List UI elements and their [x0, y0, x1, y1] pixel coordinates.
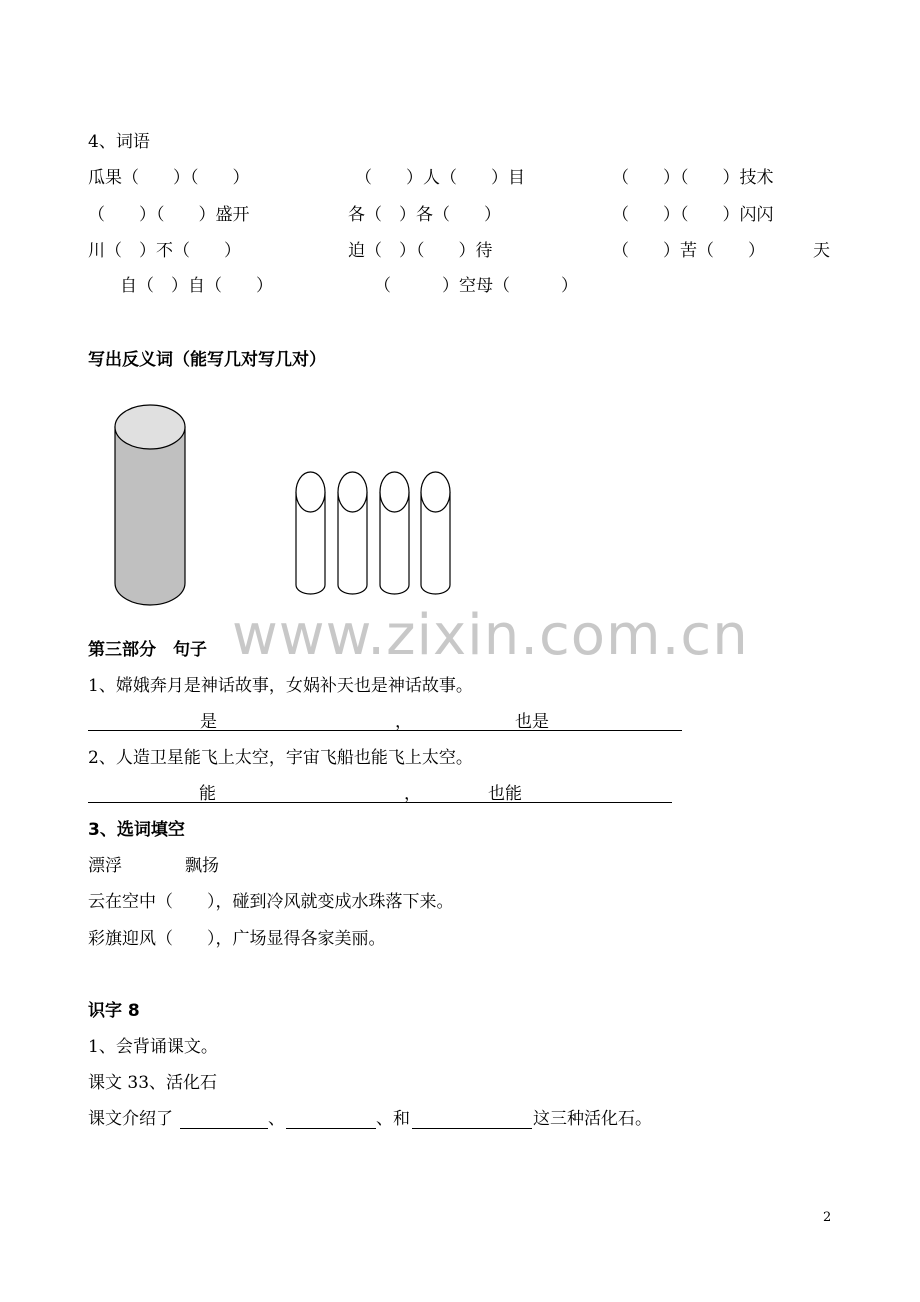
section-4-heading: 4、词语 [88, 132, 150, 152]
small-tube-2 [338, 472, 367, 594]
word-row-1-item-1: 瓜果（ ）（ ） [88, 168, 250, 188]
small-tube-3 [380, 472, 409, 594]
fill-sep-2: 、和 [376, 1109, 410, 1129]
word-row-2-item-2: 各（ ）各（ ） [348, 205, 501, 225]
q1-sentence: 1、嫦娥奔月是神话故事，女娲补天也是神话故事。 [88, 676, 473, 696]
q3-option-1: 漂浮 [88, 856, 122, 876]
shizi8-heading: 识字 8 [88, 1001, 140, 1021]
q3-option-2: 飘扬 [185, 856, 219, 876]
small-tube-1 [296, 472, 325, 594]
word-row-3-item-2: 迫（ ）（ ）待 [348, 241, 493, 261]
watermark: www.zixin.com.cn [232, 603, 749, 668]
word-row-1-item-3: （ ）（ ）技术 [612, 168, 774, 188]
q1-comma: ， [395, 712, 412, 732]
antonyms-heading: 写出反义词（能写几对写几对） [88, 350, 326, 370]
small-tube-4 [421, 472, 450, 594]
fill-suffix: 这三种活化石。 [533, 1109, 652, 1129]
word-row-2-item-1: （ ）（ ）盛开 [88, 205, 250, 225]
lesson-title: 课文 33、活化石 [88, 1073, 218, 1093]
q2-comma: ， [404, 784, 421, 804]
fill-prefix: 课文介绍了 [88, 1109, 173, 1129]
fossil-blank-3[interactable] [412, 1128, 532, 1129]
word-row-2-item-3: （ ）（ ）闪闪 [612, 205, 774, 225]
word-row-1-item-2: （ ）人（ ）目 [355, 168, 525, 188]
word-row-3-item-4: 天 [813, 241, 830, 261]
q2-answer-line[interactable] [88, 802, 672, 803]
word-row-4-item-1: 自（ ）自（ ） [120, 276, 273, 296]
big-cylinder [115, 405, 185, 605]
word-row-3-item-3: （ ）苦（ ） [612, 241, 765, 261]
q2-word-1: 能 [199, 784, 216, 804]
shizi8-item-1: 1、会背诵课文。 [88, 1037, 218, 1057]
word-row-4-item-2: （ ）空母（ ） [374, 276, 578, 296]
fossil-blank-2[interactable] [286, 1128, 376, 1129]
word-row-3-item-1: 川（ ）不（ ） [88, 241, 241, 261]
q1-answer-line[interactable] [88, 730, 682, 731]
q2-word-2: 也能 [488, 784, 522, 804]
fill-sep-1: 、 [268, 1109, 285, 1129]
q2-sentence: 2、人造卫星能飞上太空，宇宙飞船也能飞上太空。 [88, 748, 473, 768]
q3-sentence-1: 云在空中（ ），碰到冷风就变成水珠落下来。 [88, 892, 454, 912]
q3-sentence-2: 彩旗迎风（ ），广场显得各家美丽。 [88, 929, 386, 949]
fossil-blank-1[interactable] [180, 1128, 268, 1129]
q1-word-2: 也是 [515, 712, 549, 732]
part3-heading: 第三部分 句子 [88, 640, 207, 660]
q3-heading: 3、选词填空 [88, 820, 185, 840]
page-number: 2 [823, 1210, 832, 1225]
q1-word-1: 是 [200, 712, 217, 732]
